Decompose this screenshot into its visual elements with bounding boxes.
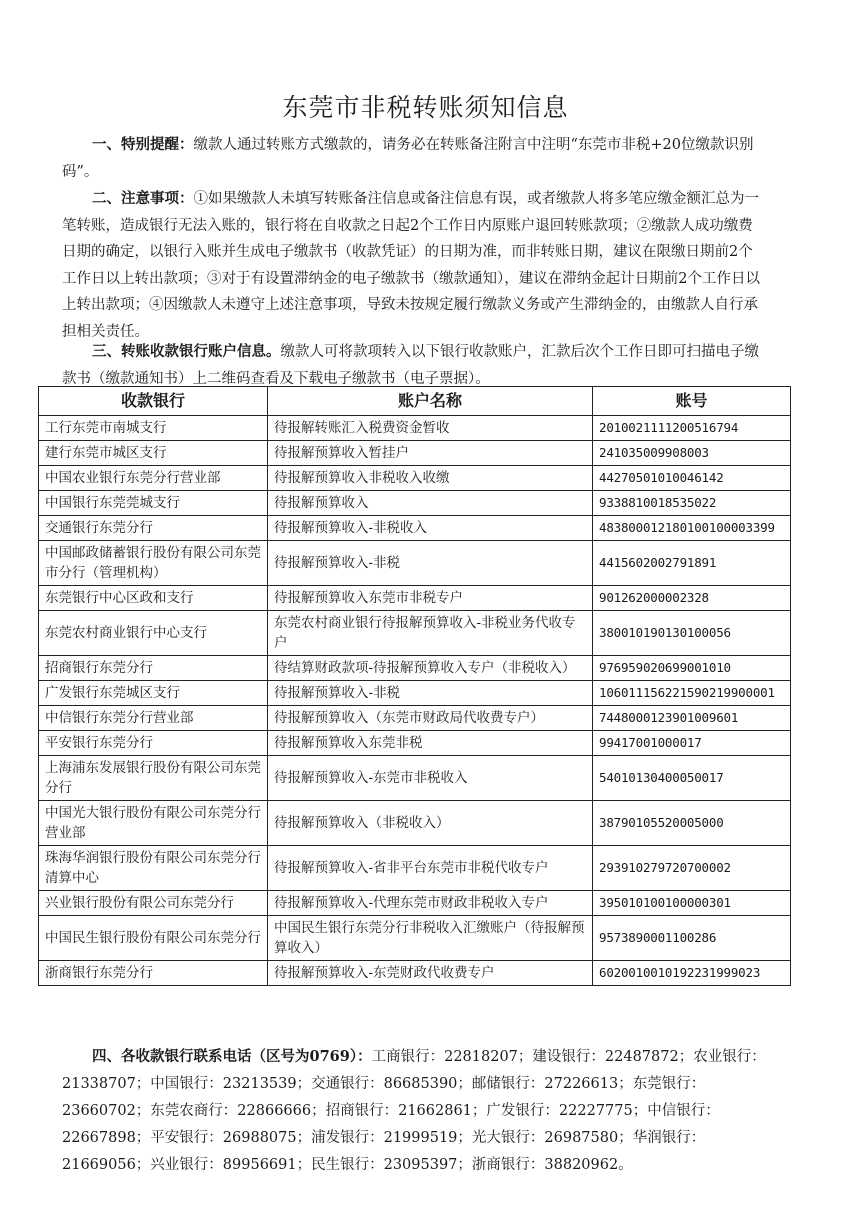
cell-bank: 招商银行东莞分行	[39, 656, 268, 681]
table-row	[39, 441, 791, 466]
cell-bank: 中国光大银行股份有限公司东莞分行营业部	[39, 801, 268, 846]
cell-bank: 兴业银行股份有限公司东莞分行	[39, 891, 268, 916]
cell-account-name: 待报解预算收入（非税收入）	[268, 801, 593, 846]
section-contact-phones	[62, 1043, 772, 1179]
cell-account-number: 99417001000017	[593, 731, 791, 756]
cell-account-name: 待报解预算收入-东莞财政代收费专户	[268, 961, 593, 986]
cell-account-name: 中国民生银行东莞分行非税收入汇缴账户（待报解预算收入）	[268, 916, 593, 961]
cell-bank: 建行东莞市城区支行	[39, 441, 268, 466]
section-label: 四、各收款银行联系电话（区号为0769）：	[92, 1048, 372, 1065]
cell-account-name: 待报解预算收入（东莞市财政局代收费专户）	[268, 706, 593, 731]
cell-account-name: 待报解转账汇入税费资金暂收	[268, 416, 593, 441]
cell-account-number: 483800012180100100003399	[593, 516, 791, 541]
table-row	[39, 516, 791, 541]
cell-bank: 工行东莞市南城支行	[39, 416, 268, 441]
section-label: 二、注意事项：	[92, 190, 194, 207]
section-label: 一、特别提醒：	[92, 136, 194, 153]
table-row	[39, 756, 791, 801]
cell-account-number: 4415602002791891	[593, 541, 791, 586]
table-row	[39, 916, 791, 961]
cell-bank: 中信银行东莞分行营业部	[39, 706, 268, 731]
cell-account-number: 44270501010046142	[593, 466, 791, 491]
cell-account-number: 9338810018535022	[593, 491, 791, 516]
table-row	[39, 466, 791, 491]
cell-account-name: 待报解预算收入-省非平台东莞市非税代收专户	[268, 846, 593, 891]
cell-account-name: 待结算财政款项-待报解预算收入专户（非税收入）	[268, 656, 593, 681]
section-special-reminder	[62, 132, 767, 185]
cell-account-number: 9573890001100286	[593, 916, 791, 961]
section-notes	[62, 186, 767, 345]
table-row	[39, 586, 791, 611]
bank-accounts-table	[38, 386, 791, 986]
cell-account-number: 54010130400050017	[593, 756, 791, 801]
cell-account-name: 待报解预算收入-东莞市非税收入	[268, 756, 593, 801]
table-body	[39, 416, 791, 986]
cell-account-number: 241035009908003	[593, 441, 791, 466]
table-row	[39, 801, 791, 846]
cell-bank: 中国邮政储蓄银行股份有限公司东莞市分行（管理机构）	[39, 541, 268, 586]
cell-account-number: 901262000002328	[593, 586, 791, 611]
cell-account-name: 待报解预算收入暂挂户	[268, 441, 593, 466]
cell-account-number: 2010021111200516794	[593, 416, 791, 441]
page-title: 东莞市非税转账须知信息	[282, 93, 569, 122]
header-bank: 收款银行	[39, 387, 268, 416]
table-row	[39, 731, 791, 756]
header-account-name: 账户名称	[268, 387, 593, 416]
section-text: 缴款人通过转账方式缴款的，请务必在转账备注附言中注明“东莞市非税+20位缴款识别码”。	[62, 137, 754, 180]
table-row	[39, 656, 791, 681]
table-header-row	[39, 387, 791, 416]
section-text: 工商银行：22818207；建设银行：22487872；农业银行：21338707；中国银行：23213539；交通银行：86685390；邮储银行：27226613；东莞银行：23660702；东莞农商行：22866666；招商银行：21662861；广发银行：22227775；中信银行：22667898；平安银行：26988075；浦发银行：21999519；光大银行：26987580；华润银行：21669056；兴业银行：89956691；民生银行：23095397；浙商银行：38820962。	[62, 1049, 766, 1173]
cell-account-number: 602001001019223199902​3	[593, 961, 791, 986]
cell-bank: 东莞农村商业银行中心支行	[39, 611, 268, 656]
cell-account-number: 106011156221590219900001	[593, 681, 791, 706]
cell-account-name: 待报解预算收入东莞市非税专户	[268, 586, 593, 611]
cell-account-name: 待报解预算收入	[268, 491, 593, 516]
cell-account-name: 待报解预算收入东莞非税	[268, 731, 593, 756]
table-row	[39, 846, 791, 891]
cell-bank: 中国农业银行东莞分行营业部	[39, 466, 268, 491]
table-row	[39, 611, 791, 656]
cell-bank: 平安银行东莞分行	[39, 731, 268, 756]
cell-account-number: 976959020699001010	[593, 656, 791, 681]
table-row	[39, 706, 791, 731]
cell-account-number: 380010190130100056	[593, 611, 791, 656]
cell-account-name: 待报解预算收入非税收入收缴	[268, 466, 593, 491]
cell-bank: 中国民生银行股份有限公司东莞分行	[39, 916, 268, 961]
cell-bank: 浙商银行东莞分行	[39, 961, 268, 986]
table-row	[39, 491, 791, 516]
cell-account-number: 38790105520005000	[593, 801, 791, 846]
table-row	[39, 681, 791, 706]
cell-bank: 珠海华润银行股份有限公司东莞分行清算中心	[39, 846, 268, 891]
cell-bank: 上海浦东发展银行股份有限公司东莞分行	[39, 756, 268, 801]
cell-account-number: 293910279720700002	[593, 846, 791, 891]
cell-account-name: 待报解预算收入-非税收入	[268, 516, 593, 541]
cell-account-name: 待报解预算收入-非税	[268, 541, 593, 586]
header-account-number: 账号	[593, 387, 791, 416]
cell-account-name: 待报解预算收入-代理东莞市财政非税收入专户	[268, 891, 593, 916]
cell-bank: 中国银行东莞莞城支行	[39, 491, 268, 516]
cell-account-number: 7448000123901009601	[593, 706, 791, 731]
section-text: 缴款人可将款项转入以下银行收款账户，汇款后次个工作日即可扫描电子缴款书（缴款通知书）上二维码查看及下载电子缴款书（电子票据）。	[62, 344, 759, 387]
cell-bank: 广发银行东莞城区支行	[39, 681, 268, 706]
section-bank-accounts	[62, 339, 767, 392]
cell-bank: 东莞银行中心区政和支行	[39, 586, 268, 611]
cell-account-name: 东莞农村商业银行待报解预算收入-非税业务代收专户	[268, 611, 593, 656]
cell-bank: 交通银行东莞分行	[39, 516, 268, 541]
table-row	[39, 891, 791, 916]
table-row	[39, 961, 791, 986]
section-text: ①如果缴款人未填写转账备注信息或备注信息有误，或者缴款人将多笔应缴金额汇总为一笔转账，造成银行无法入账的，银行将在自收款之日起2个工作日内原账户退回转账款项；②缴款人成功缴费日期的确定，以银行入账并生成电子缴款书（收款凭证）的日期为准，而非转账日期，建议在限缴日期前2个工作日以上转出款项；③对于有设置滞纳金的电子缴款书（缴款通知），建议在滞纳金起计日期前2个工作日以上转出款项；④因缴款人未遵守上述注意事项，导致未按规定履行缴款义务或产生滞纳金的，由缴款人自行承担相关责任。	[62, 191, 760, 340]
section-label: 三、转账收款银行账户信息。	[92, 343, 281, 360]
table-row	[39, 416, 791, 441]
table-row	[39, 541, 791, 586]
cell-account-name: 待报解预算收入-非税	[268, 681, 593, 706]
cell-account-number: 395010100100000301	[593, 891, 791, 916]
